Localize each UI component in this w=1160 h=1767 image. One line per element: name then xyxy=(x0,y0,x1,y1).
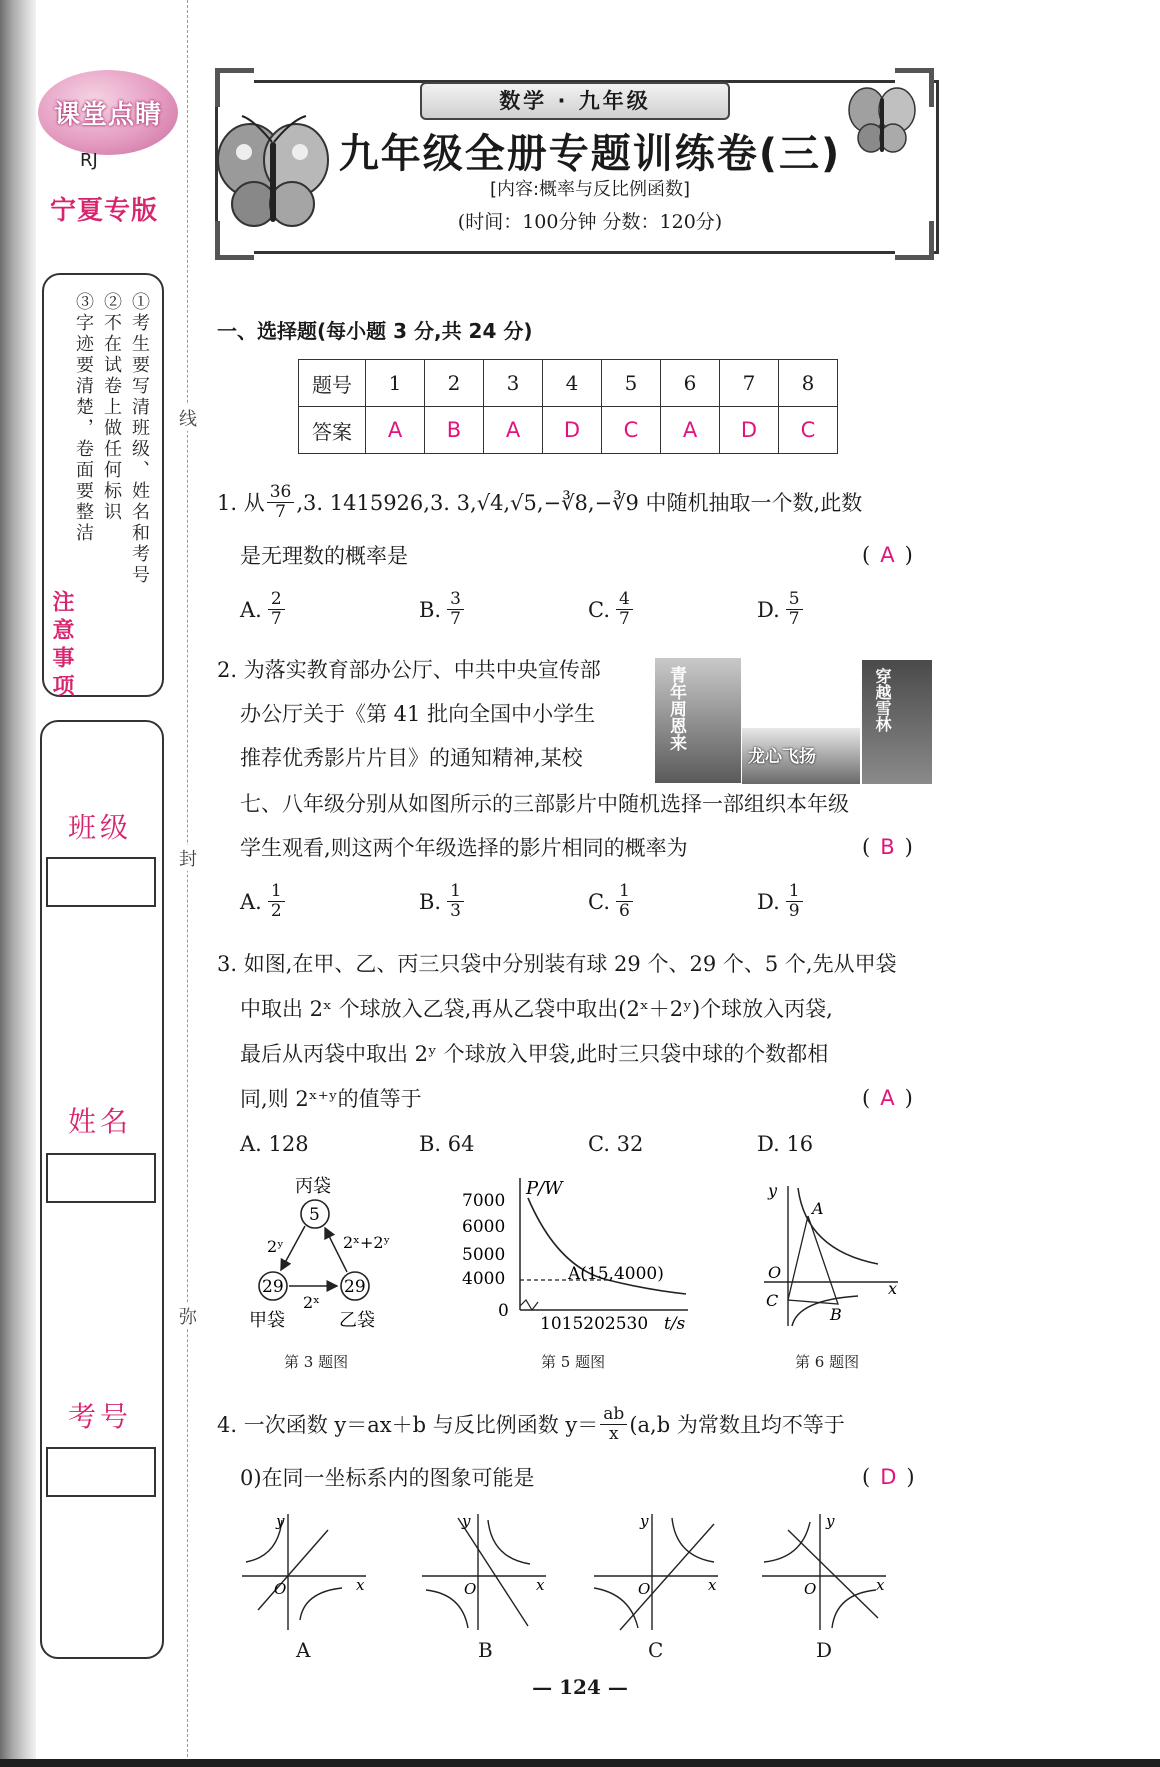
y-axis-label: y xyxy=(640,1512,649,1530)
x-axis-label: x xyxy=(708,1576,717,1594)
bag-label-right: 乙袋 xyxy=(339,1310,375,1331)
point-b-label: B xyxy=(830,1305,842,1324)
question-1-line-2: 是无理数的概率是 xyxy=(240,544,408,568)
answer-table-answer-row xyxy=(299,407,838,454)
film-poster-1 xyxy=(655,658,741,783)
film-poster-3 xyxy=(862,660,932,784)
figure-5-caption: 第 5 题图 xyxy=(541,1353,606,1371)
option-fraction xyxy=(447,590,464,629)
question-3-line-4: 同,则 2ˣ⁺ʸ的值等于 xyxy=(240,1087,422,1111)
question-4-prefix: 4. 一次函数 y＝ax＋b 与反比例函数 y＝ xyxy=(217,1412,599,1437)
option-fraction xyxy=(268,590,285,629)
question-3-line-3: 最后从丙袋中取出 2ʸ 个球放入甲袋,此时三只袋中球的个数都相 xyxy=(240,1042,829,1066)
question-number: 2 xyxy=(425,360,484,407)
question-4-graph-d xyxy=(758,1510,892,1635)
option-fraction xyxy=(616,882,633,921)
paper-title: 九年级全册专题训练卷(三) xyxy=(338,131,842,177)
fraction-numerator: 1 xyxy=(616,882,633,902)
binding-mark-line: 线 xyxy=(178,405,198,431)
table-header-number: 题号 xyxy=(299,360,366,407)
bottom-edge xyxy=(0,1759,1160,1767)
name-label: 姓名 xyxy=(67,1105,132,1138)
exam-number-field[interactable] xyxy=(46,1447,156,1497)
arrow-top-to-left xyxy=(281,1226,305,1270)
option-fraction xyxy=(616,590,633,629)
hyperbola-branch xyxy=(594,1588,638,1628)
fraction-numerator: 36 xyxy=(267,483,295,503)
option-fraction xyxy=(786,590,803,629)
answer-cell: B xyxy=(425,407,484,454)
question-4-rest: (a,b 为常数且均不等于 xyxy=(629,1412,845,1437)
film-title: 龙心飞扬 xyxy=(748,747,816,767)
fraction-numerator: ab xyxy=(600,1405,627,1425)
origin-label: 0 xyxy=(498,1301,509,1321)
answer-cell: A xyxy=(484,407,543,454)
option-letter: A. xyxy=(240,889,262,914)
fraction-denominator: 9 xyxy=(788,901,800,921)
linear-line xyxy=(620,1524,714,1630)
fraction-denominator: 3 xyxy=(450,901,461,921)
option-letter: A. xyxy=(240,597,262,622)
question-number: 7 xyxy=(720,360,779,407)
question-4-graph-a xyxy=(238,1510,372,1635)
binding-line xyxy=(187,0,188,1767)
question-4-graph-b xyxy=(418,1510,552,1635)
origin-label: O xyxy=(464,1580,477,1598)
figure-6-caption: 第 6 题图 xyxy=(795,1353,860,1371)
answer-cell: D xyxy=(543,407,602,454)
question-1-option-a xyxy=(240,590,287,629)
hyperbola-branch-upper xyxy=(798,1188,878,1264)
answer-cell: A xyxy=(661,407,720,454)
origin-label: O xyxy=(638,1580,651,1598)
y-axis-label: y xyxy=(826,1512,835,1530)
x-axis-label: x xyxy=(888,1279,898,1298)
fraction-numerator: 2 xyxy=(268,590,285,610)
answer-cell: C xyxy=(602,407,661,454)
question-2-option-a xyxy=(240,882,287,921)
fraction-numerator: 3 xyxy=(447,590,464,610)
point-c-label: C xyxy=(766,1291,779,1310)
question-number: 3 xyxy=(484,360,543,407)
hyperbola-branch xyxy=(300,1588,342,1620)
question-2-option-c xyxy=(588,882,635,921)
figure-5-power-graph xyxy=(458,1172,698,1337)
graph-option-label-c: C xyxy=(648,1638,664,1662)
fraction-numerator: 1 xyxy=(447,882,464,902)
question-number: 4 xyxy=(543,360,602,407)
arrow-label-left: 2ʸ xyxy=(267,1237,284,1256)
option-letter: B. xyxy=(419,889,442,914)
section-title: 一、选择题(每小题 3 分,共 24 分) xyxy=(217,319,533,343)
y-axis-label: P/W xyxy=(526,1178,563,1199)
y-axis-label: y xyxy=(768,1181,778,1200)
answer-cell: D xyxy=(720,407,779,454)
x-tick-labels: 1015202530 xyxy=(540,1314,649,1334)
option-fraction xyxy=(786,882,803,921)
film-title: 青年周恩来 xyxy=(666,666,686,751)
fraction-numerator: 1 xyxy=(268,882,285,902)
name-field[interactable] xyxy=(46,1153,156,1203)
question-2-line-5: 学生观看,则这两个年级选择的影片相同的概率为 xyxy=(240,836,688,860)
class-field[interactable] xyxy=(46,857,156,907)
option-letter: D. xyxy=(757,597,780,622)
hyperbola-branch xyxy=(426,1590,468,1628)
bag-count-left: 29 xyxy=(262,1277,284,1297)
fraction-denominator: 7 xyxy=(619,609,630,629)
y-tick-label: 6000 xyxy=(462,1217,506,1237)
graph-option-label-a: A xyxy=(296,1638,311,1662)
question-1-text xyxy=(217,483,862,522)
question-3-line-2: 中取出 2ˣ 个球放入乙袋,再从乙袋中取出(2ˣ＋2ʸ)个球放入丙袋, xyxy=(240,997,833,1021)
fraction-denominator: x xyxy=(609,1424,619,1444)
question-3-option-a: A. 128 xyxy=(240,1132,309,1156)
question-1-rest: ,3. 1415926,3. 3,√4,√5,−∛8,−∛9 中随机抽取一个数,此数 xyxy=(296,490,863,515)
brand-logo-text: 课堂点睛 xyxy=(53,100,162,130)
answer-cell: A xyxy=(366,407,425,454)
answer-letter: B xyxy=(880,835,895,859)
question-3-line-1: 3. 如图,在甲、乙、丙三只袋中分别装有球 29 个、29 个、5 个,先从甲袋 xyxy=(217,952,897,976)
figure-3-bag-diagram xyxy=(245,1172,405,1332)
point-a-label: A(15,4000) xyxy=(568,1264,664,1284)
option-fraction xyxy=(447,882,464,921)
arrow-label-bottom: 2ˣ xyxy=(303,1293,320,1312)
question-3-option-d: D. 16 xyxy=(757,1132,814,1156)
question-4-text xyxy=(217,1405,845,1444)
film-title: 穿越雪林 xyxy=(873,668,892,732)
linear-line xyxy=(258,1530,328,1610)
question-3-option-c: C. 32 xyxy=(588,1132,644,1156)
x-axis-label: x xyxy=(876,1576,885,1594)
y-axis-label: y xyxy=(462,1512,471,1530)
question-2-option-b xyxy=(419,882,466,921)
option-letter: C. xyxy=(588,889,610,914)
page-number: — 124 — xyxy=(532,1675,628,1699)
x-axis-label: x xyxy=(356,1576,365,1594)
x-axis-label: t/s xyxy=(664,1314,686,1334)
bag-count-top: 5 xyxy=(309,1205,320,1225)
fraction-denominator: 2 xyxy=(270,901,282,921)
fraction-numerator: 5 xyxy=(786,590,803,610)
corner-ornament-br xyxy=(895,221,934,260)
y-axis-label: y xyxy=(276,1512,285,1530)
option-letter: B. xyxy=(419,597,442,622)
notice-item-2: ②不在试卷上做任何标识 xyxy=(101,292,122,523)
answer-letter: A xyxy=(880,1086,895,1110)
question-4-graph-c xyxy=(590,1510,724,1635)
answer-letter: A xyxy=(880,543,895,567)
graph-option-label-b: B xyxy=(478,1638,493,1662)
question-number: 1 xyxy=(366,360,425,407)
origin-label: O xyxy=(768,1263,782,1282)
fraction-denominator: 6 xyxy=(619,901,630,921)
figure-3-caption: 第 3 题图 xyxy=(284,1353,349,1371)
question-4-line-2: 0)在同一坐标系内的图象可能是 xyxy=(240,1466,535,1490)
option-fraction xyxy=(268,882,285,921)
bag-count-right: 29 xyxy=(344,1277,366,1297)
question-3-answer: ( A ) xyxy=(862,1086,913,1110)
question-number: 6 xyxy=(661,360,720,407)
bag-label-top: 丙袋 xyxy=(295,1176,331,1197)
question-2-line-2: 办公厅关于《第 41 批向全国中小学生 xyxy=(240,702,596,726)
question-1-answer: ( A ) xyxy=(862,543,913,567)
question-2-line-3: 推荐优秀影片片目》的通知精神,某校 xyxy=(240,746,583,770)
fraction-denominator: 7 xyxy=(270,609,282,629)
answer-letter: D xyxy=(880,1465,897,1489)
fraction-numerator: 4 xyxy=(616,590,633,610)
question-1-option-b xyxy=(419,590,466,629)
film-poster-2 xyxy=(742,728,860,784)
table-header-answer: 答案 xyxy=(299,407,366,454)
book-spine-shadow xyxy=(0,0,36,1767)
paper-time-score: (时间：100分钟 分数：120分) xyxy=(457,211,723,233)
question-2-option-d xyxy=(757,882,805,921)
hyperbola-branch xyxy=(672,1518,714,1562)
question-3-option-b: B. 64 xyxy=(419,1132,475,1156)
fraction-numerator: 1 xyxy=(786,882,803,902)
question-1-prefix: 1. 从 xyxy=(217,490,265,515)
question-1-option-c xyxy=(588,590,635,629)
y-tick-label: 5000 xyxy=(462,1245,506,1265)
edition-label: 宁夏专版 xyxy=(50,196,159,226)
notice-item-3: ③字迹要清楚，卷面要整洁 xyxy=(73,292,94,544)
axis-break-mark xyxy=(520,1300,538,1310)
question-2-line-4: 七、八年级分别从如图所示的三部影片中随机选择一部组织本年级 xyxy=(240,792,849,816)
brand-logo xyxy=(38,70,178,155)
origin-label: O xyxy=(274,1580,287,1598)
answer-table-number-row xyxy=(299,360,838,407)
binding-mark-seal: 封 xyxy=(178,845,198,871)
option-letter: C. xyxy=(588,597,610,622)
arrow-label-right: 2ˣ+2ʸ xyxy=(343,1233,391,1252)
bag-label-left: 甲袋 xyxy=(249,1310,285,1331)
question-2-line-1: 2. 为落实教育部办公厅、中共中央宣传部 xyxy=(217,658,601,682)
notice-item-1: ①考生要写清班级、姓名和考号 xyxy=(129,292,150,586)
subject-tag: 数学 · 九年级 xyxy=(420,82,730,120)
hyperbola-branch xyxy=(488,1520,530,1564)
brand-edition-code: RJ xyxy=(80,150,98,171)
fraction-denominator: 7 xyxy=(275,502,286,522)
x-axis-label: x xyxy=(536,1576,545,1594)
y-tick-label: 4000 xyxy=(462,1269,506,1289)
figure-6-graph xyxy=(758,1180,908,1330)
notice-title: 注意事项 xyxy=(49,590,74,702)
graph-option-label-d: D xyxy=(816,1638,833,1662)
question-1-fraction xyxy=(267,483,295,522)
question-4-answer: ( D ) xyxy=(862,1465,915,1489)
linear-line xyxy=(788,1530,878,1618)
fraction-denominator: 7 xyxy=(788,609,800,629)
triangle-abc xyxy=(788,1216,838,1304)
origin-label: O xyxy=(804,1580,817,1598)
fraction-denominator: 7 xyxy=(450,609,461,629)
question-4-fraction xyxy=(600,1405,627,1444)
binding-mark-fill: 弥 xyxy=(178,1303,198,1329)
question-number: 5 xyxy=(602,360,661,407)
corner-ornament-tl xyxy=(215,68,254,107)
question-1-option-d xyxy=(757,590,805,629)
exam-number-label: 考号 xyxy=(67,1400,132,1433)
hyperbola-branch xyxy=(764,1522,810,1562)
answer-table xyxy=(298,359,838,454)
answer-cell: C xyxy=(779,407,838,454)
question-2-answer: ( B ) xyxy=(862,835,913,859)
linear-line xyxy=(458,1518,528,1626)
question-number: 8 xyxy=(779,360,838,407)
y-tick-label: 7000 xyxy=(462,1191,506,1211)
paper-content-scope: [内容:概率与反比例函数] xyxy=(489,179,691,200)
class-label: 班级 xyxy=(67,811,132,844)
option-letter: D. xyxy=(757,889,780,914)
point-a-label: A xyxy=(812,1199,824,1218)
butterfly-icon-left xyxy=(214,112,332,232)
